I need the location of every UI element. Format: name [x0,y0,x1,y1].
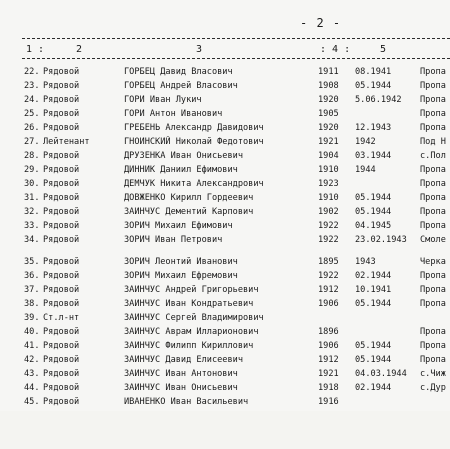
row-number: 28. [24,151,40,161]
row-birth-year: 1918 [318,383,339,393]
row-rank: Рядовой [43,207,80,217]
table-row [0,108,450,121]
row-status: Пропа [420,207,446,217]
row-birth-year: 1906 [318,341,339,351]
table-header-rule [22,58,450,59]
row-number: 40. [24,327,40,337]
row-rank: Рядовой [43,235,80,245]
row-rank: Рядовой [43,221,80,231]
row-name: ИВАНЕНКО Иван Васильевич [124,397,249,407]
row-rank: Рядовой [43,193,80,203]
row-birth-year: 1908 [318,81,339,91]
table-row [0,94,450,107]
row-number: 43. [24,369,40,379]
table-row [0,298,450,311]
row-date: 02.1944 [355,383,392,393]
row-status: Пропа [420,95,446,105]
row-number: 27. [24,137,40,147]
page-number: - 2 - [300,16,342,30]
row-status: Смоле [420,235,446,245]
row-date: 23.02.1943 [355,235,407,245]
row-name: ЗОРИЧ Михаил Ефимович [124,221,233,231]
table-row [0,340,450,353]
row-number: 31. [24,193,40,203]
row-rank: Рядовой [43,257,80,267]
row-status: Пропа [420,179,446,189]
header-col-5: 5 [380,44,387,55]
row-date: 5.06.1942 [355,95,402,105]
row-name: ЗАИНЧУС Филипп Кириллович [124,341,254,351]
row-status: Пропа [420,285,446,295]
row-rank: Рядовой [43,369,80,379]
row-rank: Рядовой [43,327,80,337]
row-date: 05.1944 [355,341,392,351]
row-date: 1942 [355,137,376,147]
row-birth-year: 1902 [318,207,339,217]
row-status: Пропа [420,67,446,77]
table-row [0,284,450,297]
row-birth-year: 1910 [318,193,339,203]
header-col-4: : 4 : [320,44,351,55]
row-birth-year: 1912 [318,355,339,365]
row-number: 30. [24,179,40,189]
row-rank: Рядовой [43,123,80,133]
row-name: ГОРБЕЦ Андрей Власович [124,81,238,91]
row-date: 05.1944 [355,193,392,203]
row-birth-year: 1896 [318,327,339,337]
row-birth-year: 1922 [318,221,339,231]
row-rank: Лейтенант [43,137,90,147]
row-birth-year: 1910 [318,165,339,175]
row-status: с.Пол [420,151,446,161]
row-rank: Рядовой [43,179,80,189]
row-rank: Рядовой [43,285,80,295]
table-row [0,326,450,339]
table-row [0,220,450,233]
row-number: 35. [24,257,40,267]
row-status: Пропа [420,341,446,351]
row-name: ЗОРИЧ Леонтий Иванович [124,257,238,267]
row-name: ЗАИНЧУС Иван Онисьевич [124,383,238,393]
page-bottom-margin [0,411,450,449]
row-rank: Рядовой [43,383,80,393]
row-date: 04.1945 [355,221,392,231]
header-col-3: 3 [196,44,203,55]
row-rank: Рядовой [43,67,80,77]
row-name: ЗАИНЧУС Иван Кондратьевич [124,299,254,309]
table-row [0,206,450,219]
row-number: 22. [24,67,40,77]
table-row [0,234,450,247]
table-row [0,136,450,149]
row-number: 39. [24,313,40,323]
row-date: 02.1944 [355,271,392,281]
table-top-rule [22,38,450,39]
row-rank: Рядовой [43,165,80,175]
row-name: ГНОИНСКИЙ Николай Федотович [124,137,264,147]
row-date: 05.1944 [355,207,392,217]
row-number: 25. [24,109,40,119]
row-number: 33. [24,221,40,231]
row-name: ГОРИ Иван Лукич [124,95,202,105]
row-name: ГРЕБЕНЬ Александр Давидович [124,123,264,133]
row-birth-year: 1906 [318,299,339,309]
table-row [0,80,450,93]
row-birth-year: 1895 [318,257,339,267]
row-name: ДОВЖЕНКО Кирилл Гордеевич [124,193,254,203]
row-status: Пропа [420,193,446,203]
row-rank: Рядовой [43,355,80,365]
table-row [0,256,450,269]
row-status: Под Н [420,137,446,147]
row-status: Пропа [420,123,446,133]
row-rank: Рядовой [43,397,80,407]
table-row [0,178,450,191]
table-row [0,164,450,177]
row-status: Пропа [420,299,446,309]
table-row [0,368,450,381]
row-name: ЗОРИЧ Иван Петрович [124,235,223,245]
header-col-1: 1 : [26,44,45,55]
row-name: ЗОРИЧ Михаил Ефремович [124,271,238,281]
row-name: ДРУЗЕНКА Иван Онисьевич [124,151,243,161]
row-number: 32. [24,207,40,217]
row-date: 10.1941 [355,285,392,295]
table-row [0,192,450,205]
row-status: Пропа [420,165,446,175]
row-number: 34. [24,235,40,245]
row-date: 05.1944 [355,81,392,91]
row-date: 05.1944 [355,355,392,365]
header-col-2: 2 [76,44,83,55]
row-rank: Рядовой [43,271,80,281]
row-number: 38. [24,299,40,309]
row-number: 24. [24,95,40,105]
row-name: ДИННИК Даниил Ефимович [124,165,238,175]
row-rank: Рядовой [43,151,80,161]
table-row [0,122,450,135]
row-birth-year: 1922 [318,271,339,281]
row-birth-year: 1920 [318,95,339,105]
row-status: Пропа [420,355,446,365]
row-status: Пропа [420,271,446,281]
row-date: 08.1941 [355,67,392,77]
table-header-row [0,44,450,58]
table-row [0,150,450,163]
table-row [0,270,450,283]
table-row [0,354,450,367]
row-name: ЗАИНЧУС Давид Елисеевич [124,355,243,365]
table-row [0,382,450,395]
row-rank: Рядовой [43,81,80,91]
row-rank: Рядовой [43,341,80,351]
row-status: Черка [420,257,446,267]
row-name: ЗАИНЧУС Андрей Григорьевич [124,285,259,295]
row-date: 1944 [355,165,376,175]
table-row [0,396,450,409]
row-status: с.Чиж [420,369,446,379]
row-name: ЗАИНЧУС Аврам Илларионович [124,327,259,337]
row-status: Пропа [420,221,446,231]
row-birth-year: 1916 [318,397,339,407]
row-birth-year: 1923 [318,179,339,189]
row-number: 44. [24,383,40,393]
row-rank: Ст.л-нт [43,313,80,323]
row-number: 26. [24,123,40,133]
row-rank: Рядовой [43,95,80,105]
row-rank: Рядовой [43,109,80,119]
row-name: ГОРБЕЦ Давид Власович [124,67,233,77]
row-name: ЗАИНЧУС Иван Антонович [124,369,238,379]
row-status: Пропа [420,327,446,337]
row-date: 03.1944 [355,151,392,161]
row-birth-year: 1904 [318,151,339,161]
row-name: ГОРИ Антон Иванович [124,109,223,119]
row-name: ЗАИНЧУС Дементий Карпович [124,207,254,217]
row-status: Пропа [420,109,446,119]
row-birth-year: 1921 [318,369,339,379]
row-birth-year: 1922 [318,235,339,245]
row-number: 29. [24,165,40,175]
row-date: 05.1944 [355,299,392,309]
row-date: 1943 [355,257,376,267]
table-row [0,312,450,325]
row-number: 42. [24,355,40,365]
row-birth-year: 1920 [318,123,339,133]
row-status: Пропа [420,81,446,91]
row-number: 23. [24,81,40,91]
row-name: ЗАИНЧУС Сергей Владимирович [124,313,264,323]
row-number: 45. [24,397,40,407]
row-number: 37. [24,285,40,295]
row-rank: Рядовой [43,299,80,309]
row-date: 12.1943 [355,123,392,133]
row-status: с.Дур [420,383,446,393]
row-birth-year: 1911 [318,67,339,77]
table-row [0,66,450,79]
row-number: 41. [24,341,40,351]
row-birth-year: 1921 [318,137,339,147]
row-birth-year: 1912 [318,285,339,295]
row-number: 36. [24,271,40,281]
row-date: 04.03.1944 [355,369,407,379]
row-birth-year: 1905 [318,109,339,119]
row-name: ДЕМЧУК Никита Александрович [124,179,264,189]
